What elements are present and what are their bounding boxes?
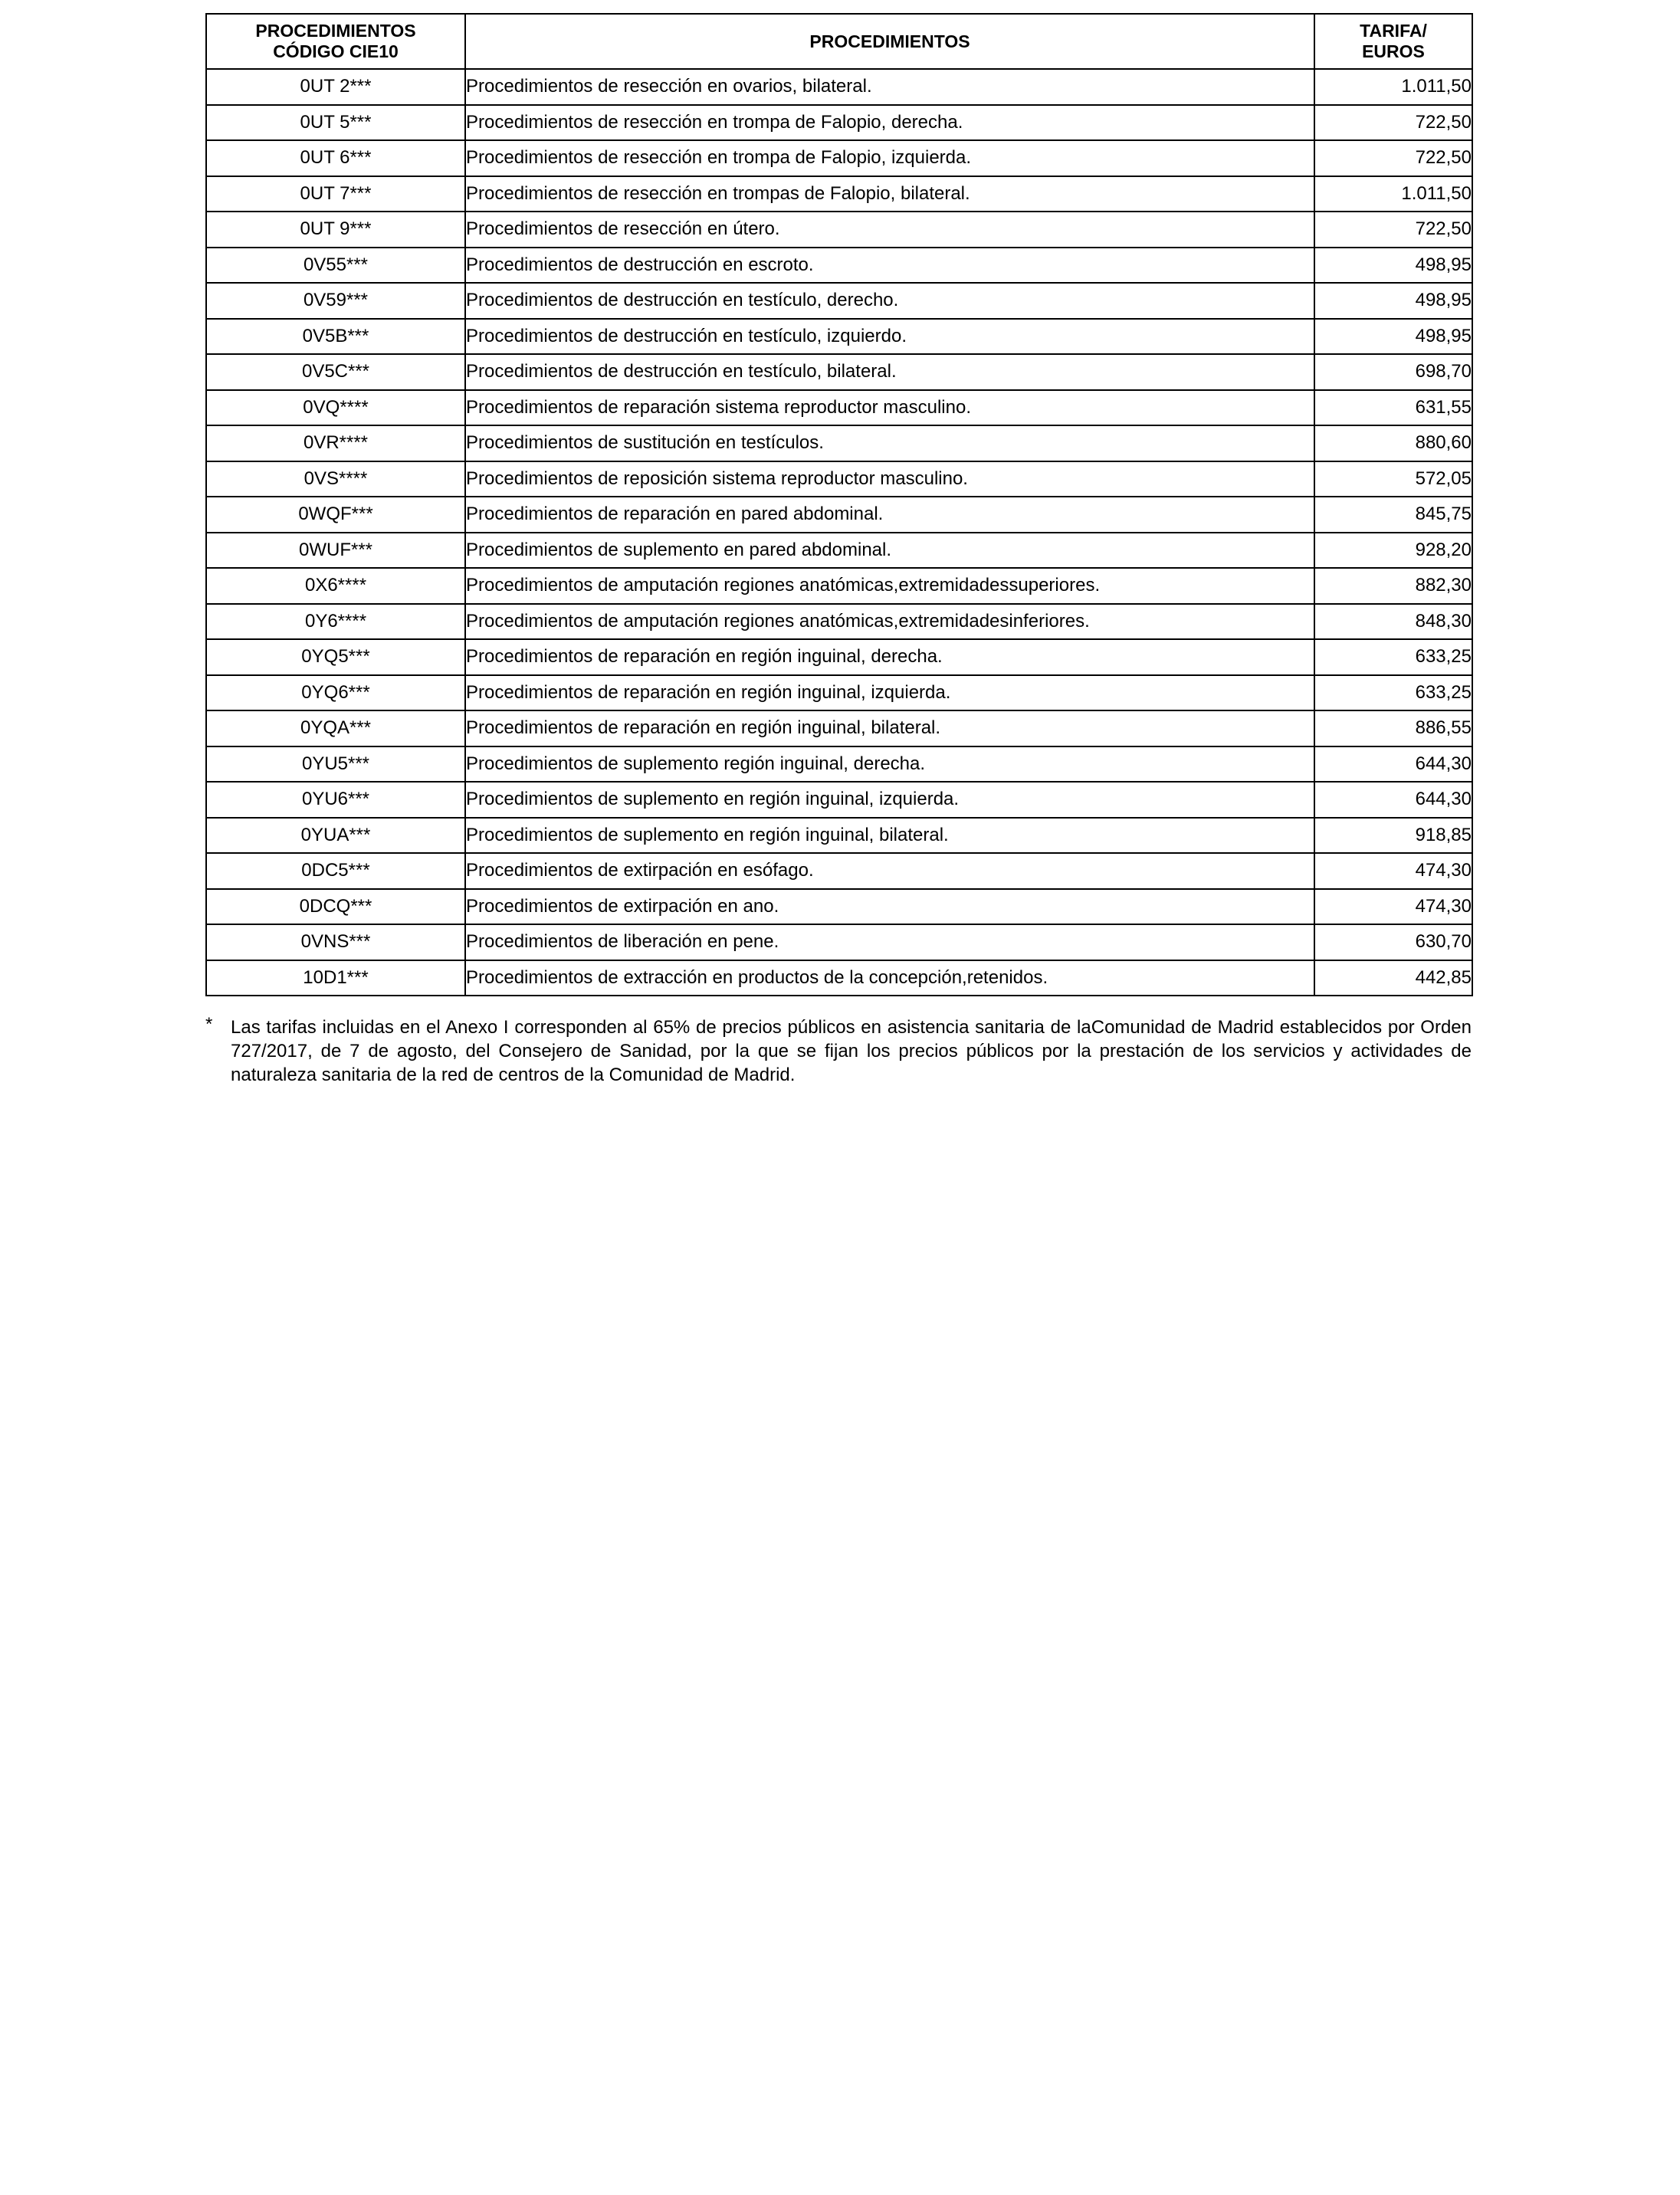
code-cell: 0VQ****	[206, 390, 465, 426]
code-cell: 0Y6****	[206, 604, 465, 640]
table-row	[206, 390, 1472, 426]
tariff-cell: 633,25	[1314, 639, 1472, 675]
procedure-cell: Procedimientos de reparación en región inguinal, derecha.	[465, 639, 1314, 675]
table-row	[206, 639, 1472, 675]
tariff-cell: 442,85	[1314, 960, 1472, 996]
procedure-cell: Procedimientos de resección en trompa de Falopio, izquierda.	[465, 140, 1314, 176]
code-cell: 0VR****	[206, 425, 465, 461]
table-row	[206, 212, 1472, 248]
code-cell: 0X6****	[206, 568, 465, 604]
procedure-cell: Procedimientos de extracción en productos de la concepción,retenidos.	[465, 960, 1314, 996]
table-row	[206, 425, 1472, 461]
procedure-cell: Procedimientos de destrucción en testículo, izquierdo.	[465, 319, 1314, 355]
tariff-cell: 1.011,50	[1314, 69, 1472, 105]
procedure-cell: Procedimientos de reparación en pared abdominal.	[465, 497, 1314, 533]
table-row	[206, 889, 1472, 925]
procedure-cell: Procedimientos de resección en trompa de Falopio, derecha.	[465, 105, 1314, 141]
header-tariff	[1314, 14, 1472, 69]
tariff-cell: 880,60	[1314, 425, 1472, 461]
table-row	[206, 604, 1472, 640]
code-cell: 0YQ6***	[206, 675, 465, 711]
tariff-cell: 698,70	[1314, 354, 1472, 390]
code-cell: 0UT 6***	[206, 140, 465, 176]
procedure-cell: Procedimientos de extirpación en ano.	[465, 889, 1314, 925]
procedure-cell: Procedimientos de suplemento en pared abdominal.	[465, 533, 1314, 569]
procedure-cell: Procedimientos de sustitución en testículos.	[465, 425, 1314, 461]
tariff-cell: 845,75	[1314, 497, 1472, 533]
tariff-cell: 722,50	[1314, 212, 1472, 248]
tariff-cell: 633,25	[1314, 675, 1472, 711]
tariff-cell: 572,05	[1314, 461, 1472, 497]
footnote	[205, 1015, 1472, 1087]
footnote-text: Las tarifas incluidas en el Anexo I corresponden al 65% de precios públicos en asistencia sanitaria de laComunidad de Madrid establecidos por Orden 727/2017, de 7 de agosto, del Consejero de Sanidad, por la que se fijan los precios públicos por la prestación de los servicios y actividades de naturaleza sanitaria de la red de centros de la Comunidad de Madrid.	[231, 1017, 1472, 1085]
procedure-cell: Procedimientos de reparación en región inguinal, izquierda.	[465, 675, 1314, 711]
tariff-cell: 722,50	[1314, 105, 1472, 141]
procedure-cell: Procedimientos de reparación sistema reproductor masculino.	[465, 390, 1314, 426]
table-row	[206, 140, 1472, 176]
procedure-cell: Procedimientos de resección en útero.	[465, 212, 1314, 248]
procedure-cell: Procedimientos de suplemento en región inguinal, izquierda.	[465, 782, 1314, 818]
code-cell: 0DCQ***	[206, 889, 465, 925]
code-cell: 0VS****	[206, 461, 465, 497]
table-row	[206, 176, 1472, 212]
code-cell: 10D1***	[206, 960, 465, 996]
code-cell: 0YU6***	[206, 782, 465, 818]
procedure-cell: Procedimientos de suplemento región inguinal, derecha.	[465, 746, 1314, 783]
tariff-cell: 918,85	[1314, 818, 1472, 854]
tariff-cell: 498,95	[1314, 319, 1472, 355]
footnote-marker: *	[205, 1014, 213, 1035]
tariff-cell: 848,30	[1314, 604, 1472, 640]
tariff-cell: 630,70	[1314, 924, 1472, 960]
tariff-cell: 498,95	[1314, 248, 1472, 284]
code-cell: 0V5C***	[206, 354, 465, 390]
header-code	[206, 14, 465, 69]
code-cell: 0VNS***	[206, 924, 465, 960]
table-row	[206, 354, 1472, 390]
tariff-cell: 644,30	[1314, 746, 1472, 783]
table-row	[206, 105, 1472, 141]
tariff-cell: 631,55	[1314, 390, 1472, 426]
code-cell: 0V5B***	[206, 319, 465, 355]
procedure-cell: Procedimientos de amputación regiones anatómicas,extremidadessuperiores.	[465, 568, 1314, 604]
tariff-table	[205, 13, 1473, 996]
procedure-cell: Procedimientos de destrucción en testículo, derecho.	[465, 283, 1314, 319]
code-cell: 0WUF***	[206, 533, 465, 569]
table-row	[206, 319, 1472, 355]
code-cell: 0UT 7***	[206, 176, 465, 212]
procedure-cell: Procedimientos de liberación en pene.	[465, 924, 1314, 960]
table-row	[206, 248, 1472, 284]
code-cell: 0DC5***	[206, 853, 465, 889]
code-cell: 0YQ5***	[206, 639, 465, 675]
table-row	[206, 675, 1472, 711]
procedure-cell: Procedimientos de extirpación en esófago.	[465, 853, 1314, 889]
header-procedure: PROCEDIMIENTOS	[465, 14, 1314, 69]
table-row	[206, 533, 1472, 569]
code-cell: 0WQF***	[206, 497, 465, 533]
code-cell: 0UT 2***	[206, 69, 465, 105]
table-row	[206, 818, 1472, 854]
table-row	[206, 960, 1472, 996]
table-row	[206, 283, 1472, 319]
tariff-cell: 474,30	[1314, 889, 1472, 925]
tariff-cell: 886,55	[1314, 710, 1472, 746]
code-cell: 0YQA***	[206, 710, 465, 746]
tariff-cell: 722,50	[1314, 140, 1472, 176]
table-row	[206, 568, 1472, 604]
tariff-cell: 498,95	[1314, 283, 1472, 319]
table-row	[206, 853, 1472, 889]
header-tariff-line2: EUROS	[1362, 41, 1425, 61]
procedure-cell: Procedimientos de amputación regiones anatómicas,extremidadesinferiores.	[465, 604, 1314, 640]
tariff-cell: 928,20	[1314, 533, 1472, 569]
procedure-cell: Procedimientos de destrucción en testículo, bilateral.	[465, 354, 1314, 390]
table-row	[206, 710, 1472, 746]
table-row	[206, 924, 1472, 960]
procedure-cell: Procedimientos de resección en trompas de Falopio, bilateral.	[465, 176, 1314, 212]
procedure-cell: Procedimientos de destrucción en escroto.	[465, 248, 1314, 284]
code-cell: 0V55***	[206, 248, 465, 284]
procedure-cell: Procedimientos de reposición sistema reproductor masculino.	[465, 461, 1314, 497]
procedure-cell: Procedimientos de suplemento en región inguinal, bilateral.	[465, 818, 1314, 854]
tariff-cell: 882,30	[1314, 568, 1472, 604]
tariff-cell: 644,30	[1314, 782, 1472, 818]
table-row	[206, 746, 1472, 783]
tariff-cell: 474,30	[1314, 853, 1472, 889]
header-code-line2: CÓDIGO CIE10	[273, 41, 399, 61]
table-row	[206, 782, 1472, 818]
code-cell: 0YUA***	[206, 818, 465, 854]
code-cell: 0V59***	[206, 283, 465, 319]
document-page	[205, 13, 1472, 1087]
procedure-cell: Procedimientos de reparación en región inguinal, bilateral.	[465, 710, 1314, 746]
header-code-line1: PROCEDIMIENTOS	[255, 21, 416, 41]
table-row	[206, 497, 1472, 533]
tariff-cell: 1.011,50	[1314, 176, 1472, 212]
code-cell: 0UT 5***	[206, 105, 465, 141]
table-row	[206, 69, 1472, 105]
table-row	[206, 461, 1472, 497]
code-cell: 0UT 9***	[206, 212, 465, 248]
table-header-row	[206, 14, 1472, 69]
procedure-cell: Procedimientos de resección en ovarios, bilateral.	[465, 69, 1314, 105]
header-tariff-line1: TARIFA/	[1360, 21, 1427, 41]
code-cell: 0YU5***	[206, 746, 465, 783]
